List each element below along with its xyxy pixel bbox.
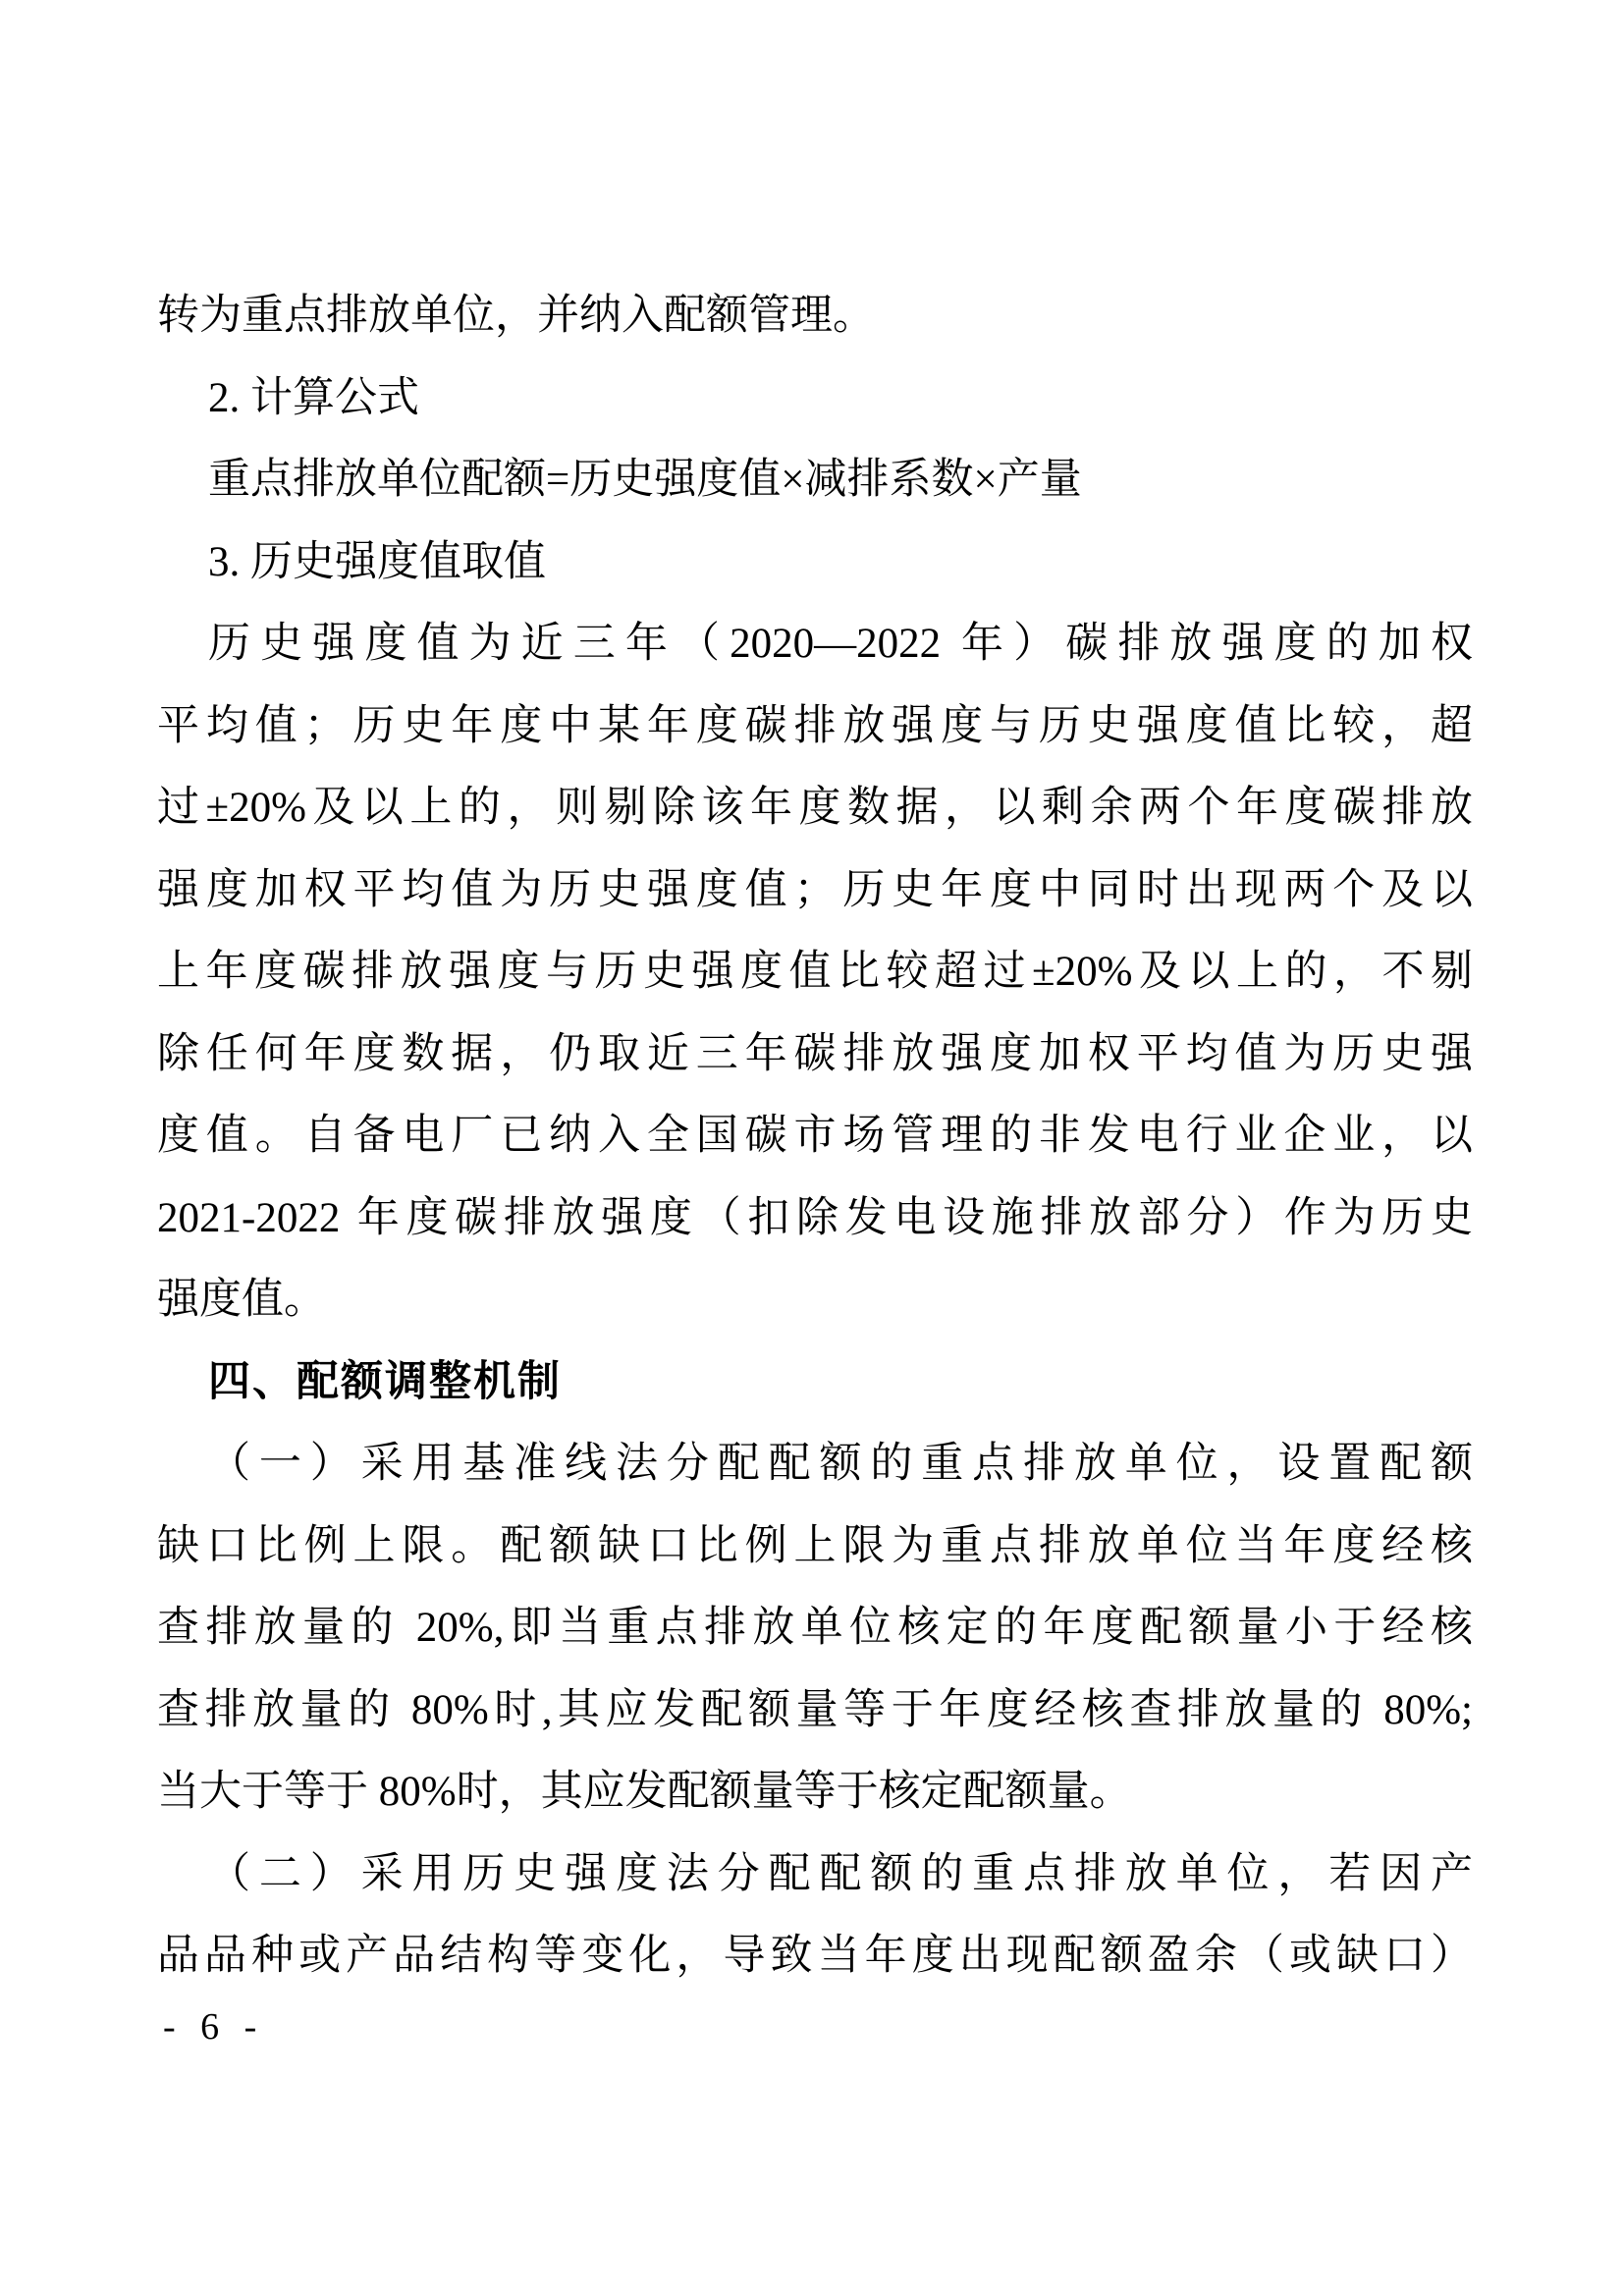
text-line: 2. 计算公式	[208, 374, 419, 421]
text-line: 3. 历史强度值取值	[208, 538, 546, 585]
text-line: （二）采用历史强度法分配配额的重点排放单位，若因产	[208, 1850, 1473, 1897]
text-line: 平均值；历史年度中某年度碳排放强度与历史强度值比较，超	[157, 702, 1473, 749]
text-line: 查排放量的 20%,即当重点排放单位核定的年度配额量小于经核	[157, 1605, 1473, 1651]
text-line: 过±20%及以上的，则剔除该年度数据，以剩余两个年度碳排放	[157, 785, 1473, 831]
text-line: 除任何年度数据，仍取近三年碳排放强度加权平均值为历史强	[157, 1030, 1473, 1077]
text-line: 上年度碳排放强度与历史强度值比较超过±20%及以上的，不剔	[157, 949, 1473, 995]
text-line: 强度值。	[157, 1277, 326, 1323]
text-line: 重点排放单位配额=历史强度值×减排系数×产量	[208, 457, 1082, 503]
text-line: 当大于等于 80%时，其应发配额量等于核定配额量。	[157, 1769, 1132, 1815]
text-line: 2021-2022 年度碳排放强度（扣除发电设施排放部分）作为历史	[157, 1194, 1473, 1241]
section-heading: 四、配额调整机制	[208, 1357, 562, 1405]
text-line: 查排放量的 80%时,其应发配额量等于年度经核查排放量的 80%;	[157, 1686, 1473, 1733]
text-line: 转为重点排放单位，并纳入配额管理。	[157, 293, 875, 339]
text-line: 历史强度值为近三年（2020—2022 年）碳排放强度的加权	[208, 621, 1473, 667]
text-line: （一）采用基准线法分配配额的重点排放单位，设置配额	[208, 1441, 1473, 1487]
text-line: 强度加权平均值为历史强度值；历史年度中同时出现两个及以	[157, 866, 1473, 913]
document-body	[157, 275, 1473, 1997]
text-line: 度值。自备电厂已纳入全国碳市场管理的非发电行业企业，以	[157, 1113, 1473, 1159]
page-number: - 6 -	[163, 2006, 265, 2048]
text-line: 品品种或产品结构等变化，导致当年度出现配额盈余（或缺口）	[157, 1933, 1473, 1979]
text-line: 缺口比例上限。配额缺口比例上限为重点排放单位当年度经核	[157, 1522, 1473, 1569]
